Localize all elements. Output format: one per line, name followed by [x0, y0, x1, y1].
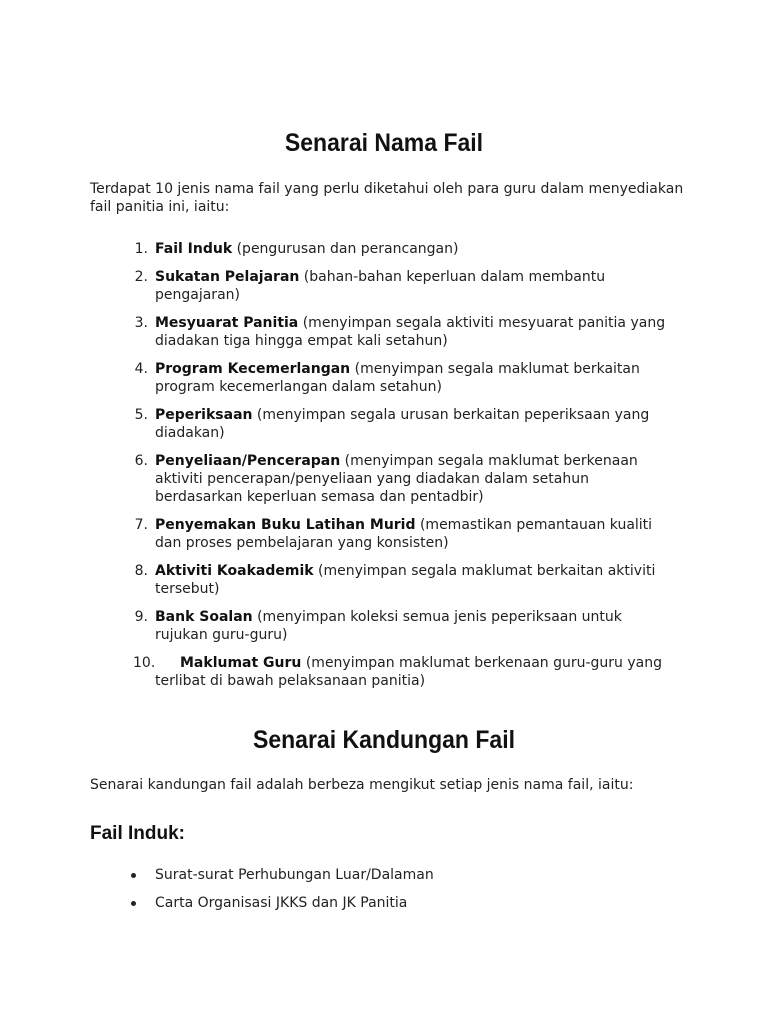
intro-paragraph-nama-fail: Terdapat 10 jenis nama fail yang perlu diketahui oleh para guru dalam menyediakan fail panitia ini, iaitu:: [90, 181, 684, 215]
list-item-bold: Peperiksaan: [155, 407, 253, 423]
list-item-desc: (menyimpan segala maklumat berkaitan program kecemerlangan dalam setahun): [155, 361, 640, 395]
list-item-bold: Aktiviti Koakademik: [155, 563, 314, 579]
list-item-bold: Sukatan Pelajaran: [155, 269, 300, 285]
list-item-desc: (menyimpan segala maklumat berkenaan aktiviti pencerapan/penyeliaan yang diadakan dalam setahun berdasarkan keperluan semasa dan pentadbir): [155, 453, 638, 505]
subheading-fail-induk: Fail Induk:: [90, 823, 185, 844]
list-item-text: [155, 654, 675, 690]
list-item-desc: (menyimpan koleksi semua jenis peperiksaan untuk rujukan guru-guru): [155, 609, 622, 643]
list-item-bold: Bank Soalan: [155, 609, 253, 625]
list-item-bold: Maklumat Guru: [180, 655, 302, 671]
list-number: 1.: [134, 241, 148, 257]
list-number: 5.: [134, 407, 148, 423]
list-number: 6.: [134, 453, 148, 469]
list-number: 9.: [134, 609, 148, 625]
bullet-text: Carta Organisasi JKKS dan JK Panitia: [155, 895, 408, 911]
list-number: 3.: [134, 315, 148, 331]
list-number: 4.: [134, 361, 148, 377]
list-item-bold: Program Kecemerlangan: [155, 361, 351, 377]
list-number: 2.: [134, 269, 148, 285]
list-item-desc: (menyimpan maklumat berkenaan guru-guru yang terlibat di bawah pelaksanaan panitia): [155, 655, 663, 689]
list-number: 7.: [134, 517, 148, 533]
section-title-nama-fail: Senarai Nama Fail: [284, 129, 484, 157]
list-item-text: [155, 360, 675, 396]
list-item-desc: (memastikan pemantauan kualiti dan proses pembelajaran yang konsisten): [155, 517, 653, 551]
list-item-bold: Fail Induk: [155, 241, 233, 257]
list-item-text: [155, 314, 675, 350]
bullet-text: Surat-surat Perhubungan Luar/Dalaman: [155, 867, 434, 883]
list-item-bold: Penyeliaan/Pencerapan: [155, 453, 341, 469]
list-item-text: [155, 406, 675, 442]
list-item-bold: Mesyuarat Panitia: [155, 315, 299, 331]
bullet-icon: [131, 873, 136, 878]
intro-paragraph-kandungan-fail: Senarai kandungan fail adalah berbeza mengikut setiap jenis nama fail, iaitu:: [90, 777, 634, 793]
list-item-desc: (menyimpan segala urusan berkaitan peperiksaan yang diadakan): [155, 407, 650, 441]
list-item-text: [155, 562, 675, 598]
list-item-desc: (pengurusan dan perancangan): [232, 241, 459, 257]
list-item-text: [155, 452, 675, 506]
list-item-bold: Penyemakan Buku Latihan Murid: [155, 517, 416, 533]
list-number: 10.: [133, 655, 156, 671]
list-number: 8.: [134, 563, 148, 579]
list-item-text: [155, 516, 675, 552]
list-item-text: [155, 240, 675, 258]
list-item-text: [155, 268, 675, 304]
list-item-desc: (menyimpan segala maklumat berkaitan aktiviti tersebut): [155, 563, 656, 597]
section-title-kandungan-fail: Senarai Kandungan Fail: [253, 726, 515, 754]
list-item-desc: (menyimpan segala aktiviti mesyuarat panitia yang diadakan tiga hingga empat kali setahun): [155, 315, 666, 349]
list-item-text: [155, 608, 675, 644]
list-item-desc: (bahan-bahan keperluan dalam membantu pengajaran): [155, 269, 606, 303]
bullet-icon: [131, 901, 136, 906]
